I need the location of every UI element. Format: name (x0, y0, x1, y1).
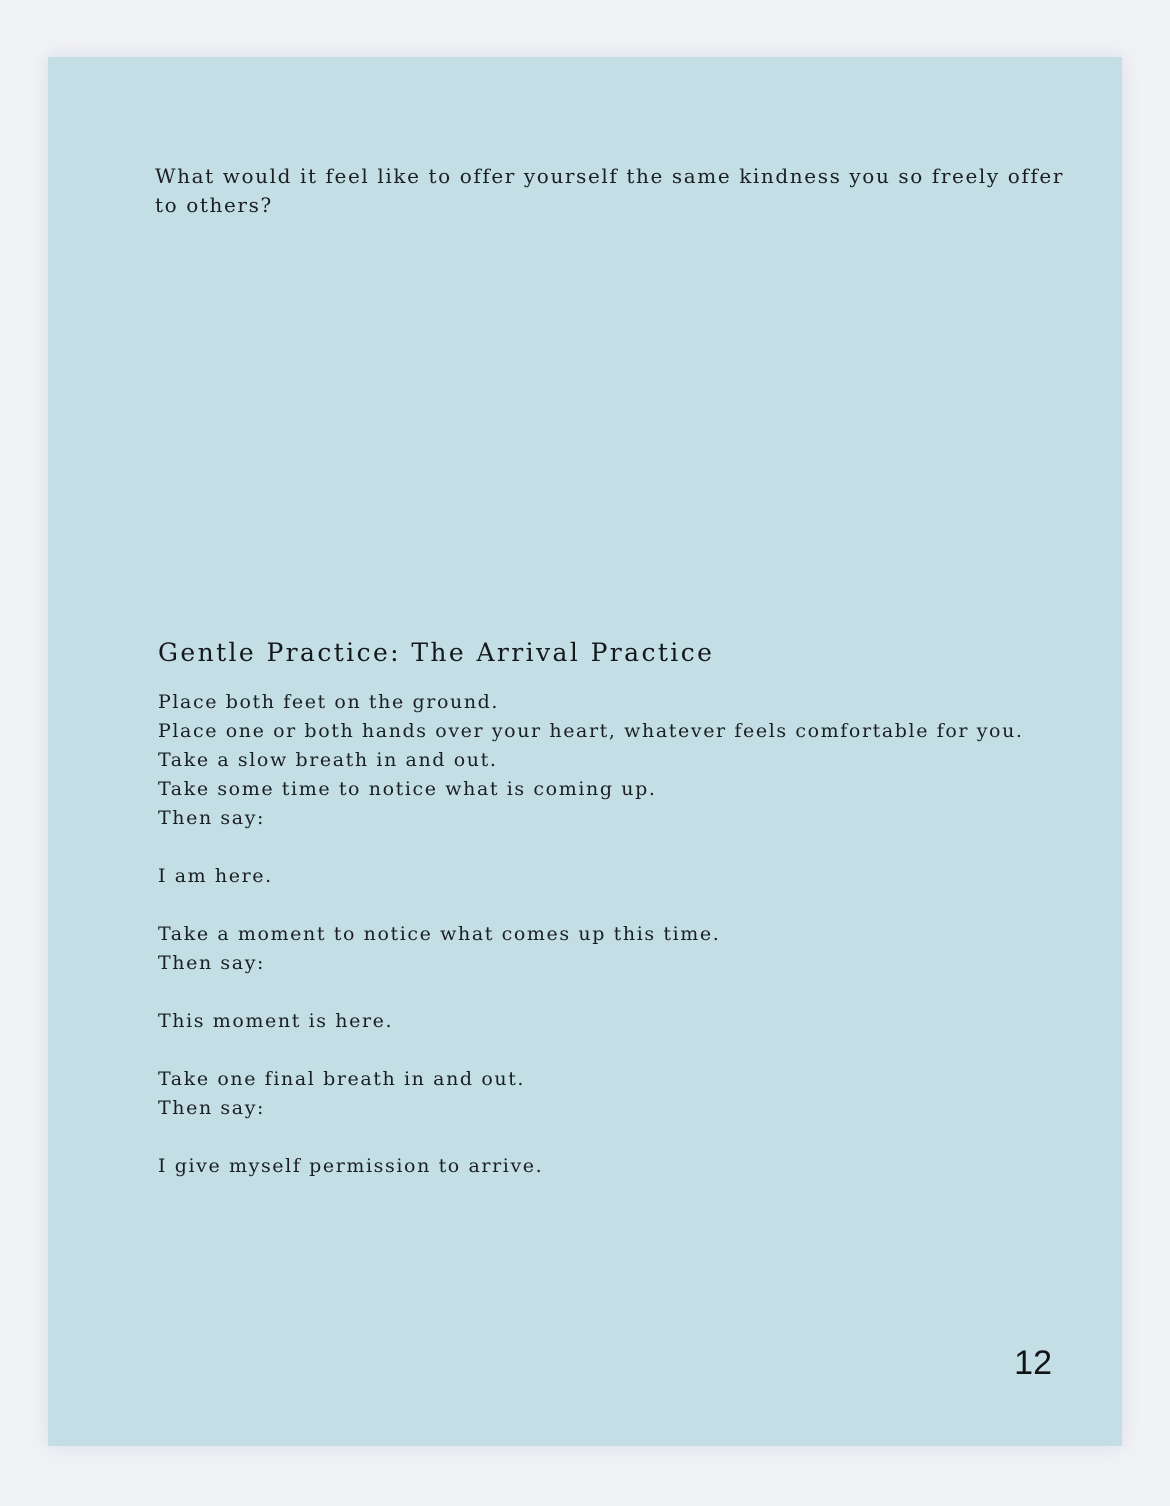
practice-line: Then say: (158, 952, 266, 974)
blank-line (158, 833, 1098, 862)
document-page (48, 57, 1122, 1446)
blank-line (158, 891, 1098, 920)
affirmation-line: This moment is here. (158, 1010, 394, 1032)
practice-line: Take some time to notice what is coming up. (158, 778, 657, 800)
practice-line: Then say: (158, 807, 266, 829)
page-number: 12 (1014, 1344, 1052, 1382)
reflection-prompt: What would it feel like to offer yourself the same kindness you so freely offer to others? (155, 164, 1064, 217)
practice-line: Take a slow breath in and out. (158, 749, 498, 771)
practice-line: Take one final breath in and out. (158, 1068, 526, 1090)
practice-line: Place one or both hands over your heart, whatever feels comfortable for you. (158, 720, 1024, 742)
practice-line: Place both feet on the ground. (158, 691, 500, 713)
practice-line: Then say: (158, 1097, 266, 1119)
blank-line (158, 978, 1098, 1007)
practice-line: Take a moment to notice what comes up this time. (158, 923, 721, 945)
affirmation-line: I give myself permission to arrive. (158, 1155, 544, 1177)
blank-line (158, 1036, 1098, 1065)
affirmation-line: I am here. (158, 865, 273, 887)
blank-line (158, 1123, 1098, 1152)
section-heading: Gentle Practice: The Arrival Practice (158, 638, 715, 667)
practice-steps (158, 688, 1098, 1181)
